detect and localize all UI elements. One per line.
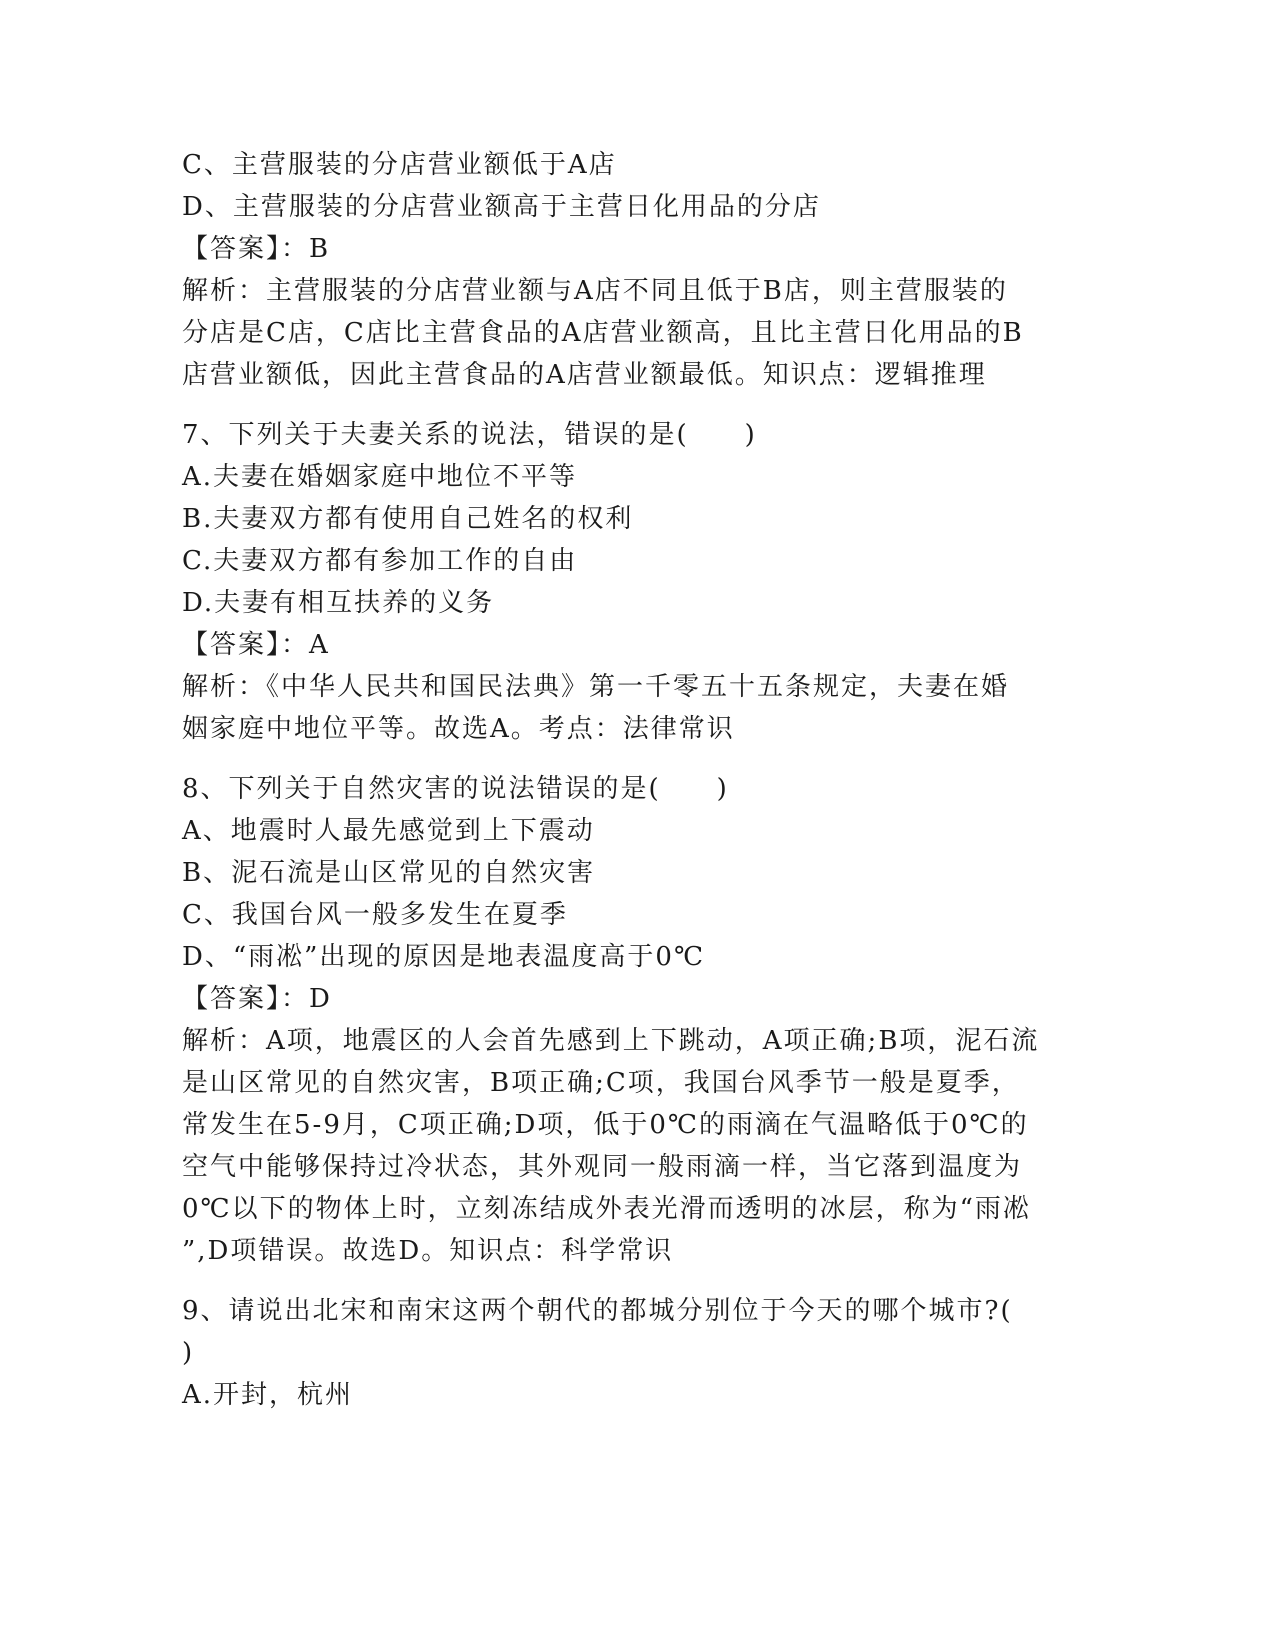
section-gap	[182, 396, 1062, 414]
answer-line: 【答案】：B	[182, 234, 331, 264]
option-a: A.开封，杭州	[182, 1380, 354, 1410]
previous-question-section	[182, 144, 1062, 396]
analysis-line: 常发生在5-9月，C项正确;D项，低于0℃的雨滴在气温略低于0℃的	[182, 1110, 1029, 1140]
analysis-line: 姻家庭中地位平等。故选A。考点：法律常识	[182, 714, 735, 744]
option-c: C、主营服装的分店营业额低于A店	[182, 150, 617, 180]
section-gap	[182, 1272, 1062, 1290]
analysis-line: 解析：《中华人民共和国民法典》第一千零五十五条规定，夫妻在婚	[182, 672, 1010, 702]
section-gap	[182, 750, 1062, 768]
analysis-line: 分店是C店，C店比主营食品的A店营业额高，且比主营日化用品的B	[182, 318, 1024, 348]
question-text: 9、请说出北宋和南宋这两个朝代的都城分别位于今天的哪个城市?(	[182, 1296, 1013, 1326]
question-text: 8、下列关于自然灾害的说法错误的是( )	[182, 774, 729, 804]
analysis-line: ”,D项错误。故选D。知识点：科学常识	[182, 1236, 674, 1266]
answer-line: 【答案】：A	[182, 630, 330, 660]
analysis-line: 0℃以下的物体上时，立刻冻结成外表光滑而透明的冰层，称为“雨凇	[182, 1194, 1031, 1224]
question-8	[182, 768, 1062, 1272]
option-a: A.夫妻在婚姻家庭中地位不平等	[182, 462, 578, 492]
option-d: D、“雨凇”出现的原因是地表温度高于0℃	[182, 942, 706, 972]
answer-line: 【答案】：D	[182, 984, 332, 1014]
option-d: D、主营服装的分店营业额高于主营日化用品的分店	[182, 192, 821, 222]
option-b: B.夫妻双方都有使用自己姓名的权利	[182, 504, 634, 534]
analysis-line: 解析：主营服装的分店营业额与A店不同且低于B店，则主营服装的	[182, 276, 1008, 306]
question-text: 7、下列关于夫妻关系的说法，错误的是( )	[182, 420, 757, 450]
analysis-line: 是山区常见的自然灾害，B项正确;C项，我国台风季节一般是夏季，	[182, 1068, 1020, 1098]
option-a: A、地震时人最先感觉到上下震动	[182, 816, 595, 846]
analysis-line: 店营业额低，因此主营食品的A店营业额最低。知识点：逻辑推理	[182, 360, 987, 390]
question-7	[182, 414, 1062, 750]
option-b: B、泥石流是山区常见的自然灾害	[182, 858, 596, 888]
option-c: C、我国台风一般多发生在夏季	[182, 900, 568, 930]
analysis-line: 解析：A项，地震区的人会首先感到上下跳动，A项正确;B项，泥石流	[182, 1026, 1040, 1056]
option-d: D.夫妻有相互扶养的义务	[182, 588, 495, 618]
question-9	[182, 1290, 1062, 1416]
question-text-continued: )	[182, 1338, 195, 1368]
document-body	[182, 144, 1062, 1416]
analysis-line: 空气中能够保持过冷状态，其外观同一般雨滴一样，当它落到温度为	[182, 1152, 1023, 1182]
option-c: C.夫妻双方都有参加工作的自由	[182, 546, 578, 576]
